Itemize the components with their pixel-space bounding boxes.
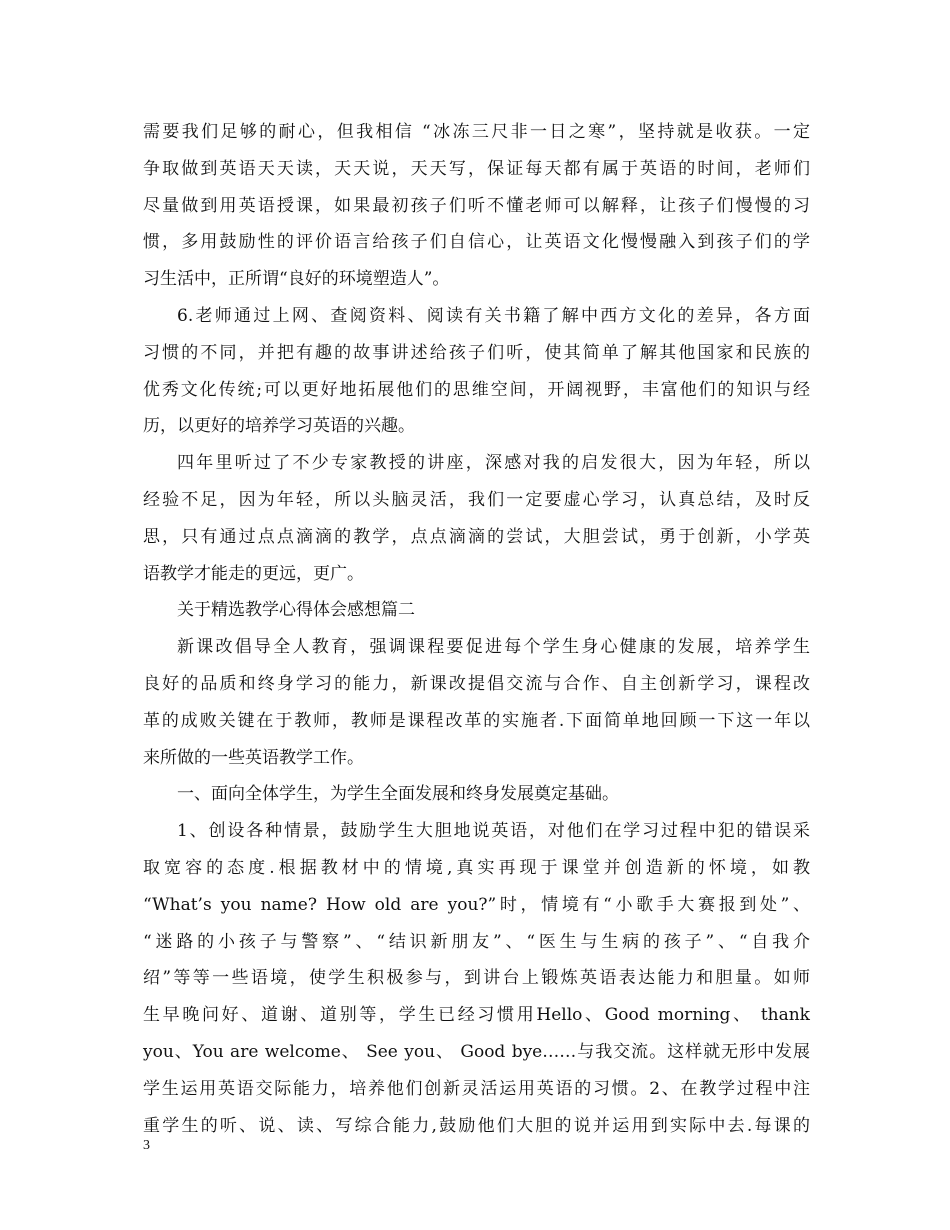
text-line: 学生运用英语交际能力，培养他们创新灵活运用英语的习惯。2、在教学过程中注 — [143, 1078, 810, 1099]
section-heading: 一、面向全体学生，为学生全面发展和终身发展奠定基础。 — [177, 784, 619, 805]
text-line: 语教学才能走的更远，更广。 — [143, 563, 364, 584]
text-line: 1、创设各种情景，鼓励学生大胆地说英语，对他们在学习过程中犯的错误采 — [177, 821, 810, 842]
text-line: 争取做到英语天天读，天天说，天天写，保证每天都有属于英语的时间，老师们 — [143, 158, 810, 179]
text-line: 良好的品质和终身学习的能力，新课改提倡交流与合作、自主创新学习，课程改 — [143, 673, 810, 694]
text-line: 革的成败关键在于教师，教师是课程改革的实施者.下面简单地回顾一下这一年以 — [143, 710, 810, 731]
text-line: 需要我们足够的耐心，但我相信 “冰冻三尺非一日之寒”，坚持就是收获。一定 — [143, 122, 810, 142]
document-body — [143, 114, 810, 1144]
text-line: 经验不足，因为年轻，所以头脑灵活，我们一定要虚心学习，认真总结，及时反 — [143, 489, 810, 510]
text-line: 尽量做到用英语授课，如果最初孩子们听不懂老师可以解释，让孩子们慢慢的习 — [143, 195, 810, 216]
text-line: 重学生的听、说、读、写综合能力,鼓励他们大胆的说并运用到实际中去.每课的 — [143, 1115, 810, 1136]
text-line: 四年里听过了不少专家教授的讲座，深感对我的启发很大，因为年轻，所以 — [177, 453, 810, 474]
section-heading: 关于精选教学心得体会感想篇二 — [177, 600, 415, 621]
text-line: “迷路的小孩子与警察”、“结识新朋友”、“医生与生病的孩子”、“自我介 — [143, 931, 810, 952]
text-line: 新课改倡导全人教育，强调课程要促进每个学生身心健康的发展，培养学生 — [177, 637, 810, 658]
text-line: you、You are welcome、 See you、 Good bye……与我交流。这样就无形中发展 — [143, 1041, 810, 1062]
text-line: 生早晚问好、道谢、道别等，学生已经习惯用Hello、Good morning、 thank — [143, 1005, 810, 1026]
text-line: 取宽容的态度.根据教材中的情境,真实再现于课堂并创造新的怀境，如教 — [143, 857, 810, 878]
text-line: 优秀文化传统;可以更好地拓展他们的思维空间，开阔视野，丰富他们的知识与经 — [143, 379, 810, 400]
text-line: 绍”等等一些语境，使学生积极参与，到讲台上锻炼英语表达能力和胆量。如师 — [143, 968, 810, 989]
text-line: 习惯的不同，并把有趣的故事讲述给孩子们听，使其简单了解其他国家和民族的 — [143, 342, 810, 363]
text-line: 来所做的一些英语教学工作。 — [143, 747, 364, 768]
text-line: 习生活中，正所谓“良好的环境塑造人”。 — [143, 269, 450, 290]
text-line: 惯，多用鼓励性的评价语言给孩子们自信心，让英语文化慢慢融入到孩子们的学 — [143, 232, 810, 253]
text-line: 6.老师通过上网、查阅资料、阅读有关书籍了解中西方文化的差异，各方面 — [177, 305, 810, 326]
page-number: 3 — [143, 1138, 150, 1153]
text-line: 历，以更好的培养学习英语的兴趣。 — [143, 416, 415, 437]
text-line: “What’s you name? How old are you?”时，情境有“小歌手大赛报到处”、 — [143, 894, 810, 915]
text-line: 思，只有通过点点滴滴的教学，点点滴滴的尝试，大胆尝试，勇于创新，小学英 — [143, 526, 810, 547]
